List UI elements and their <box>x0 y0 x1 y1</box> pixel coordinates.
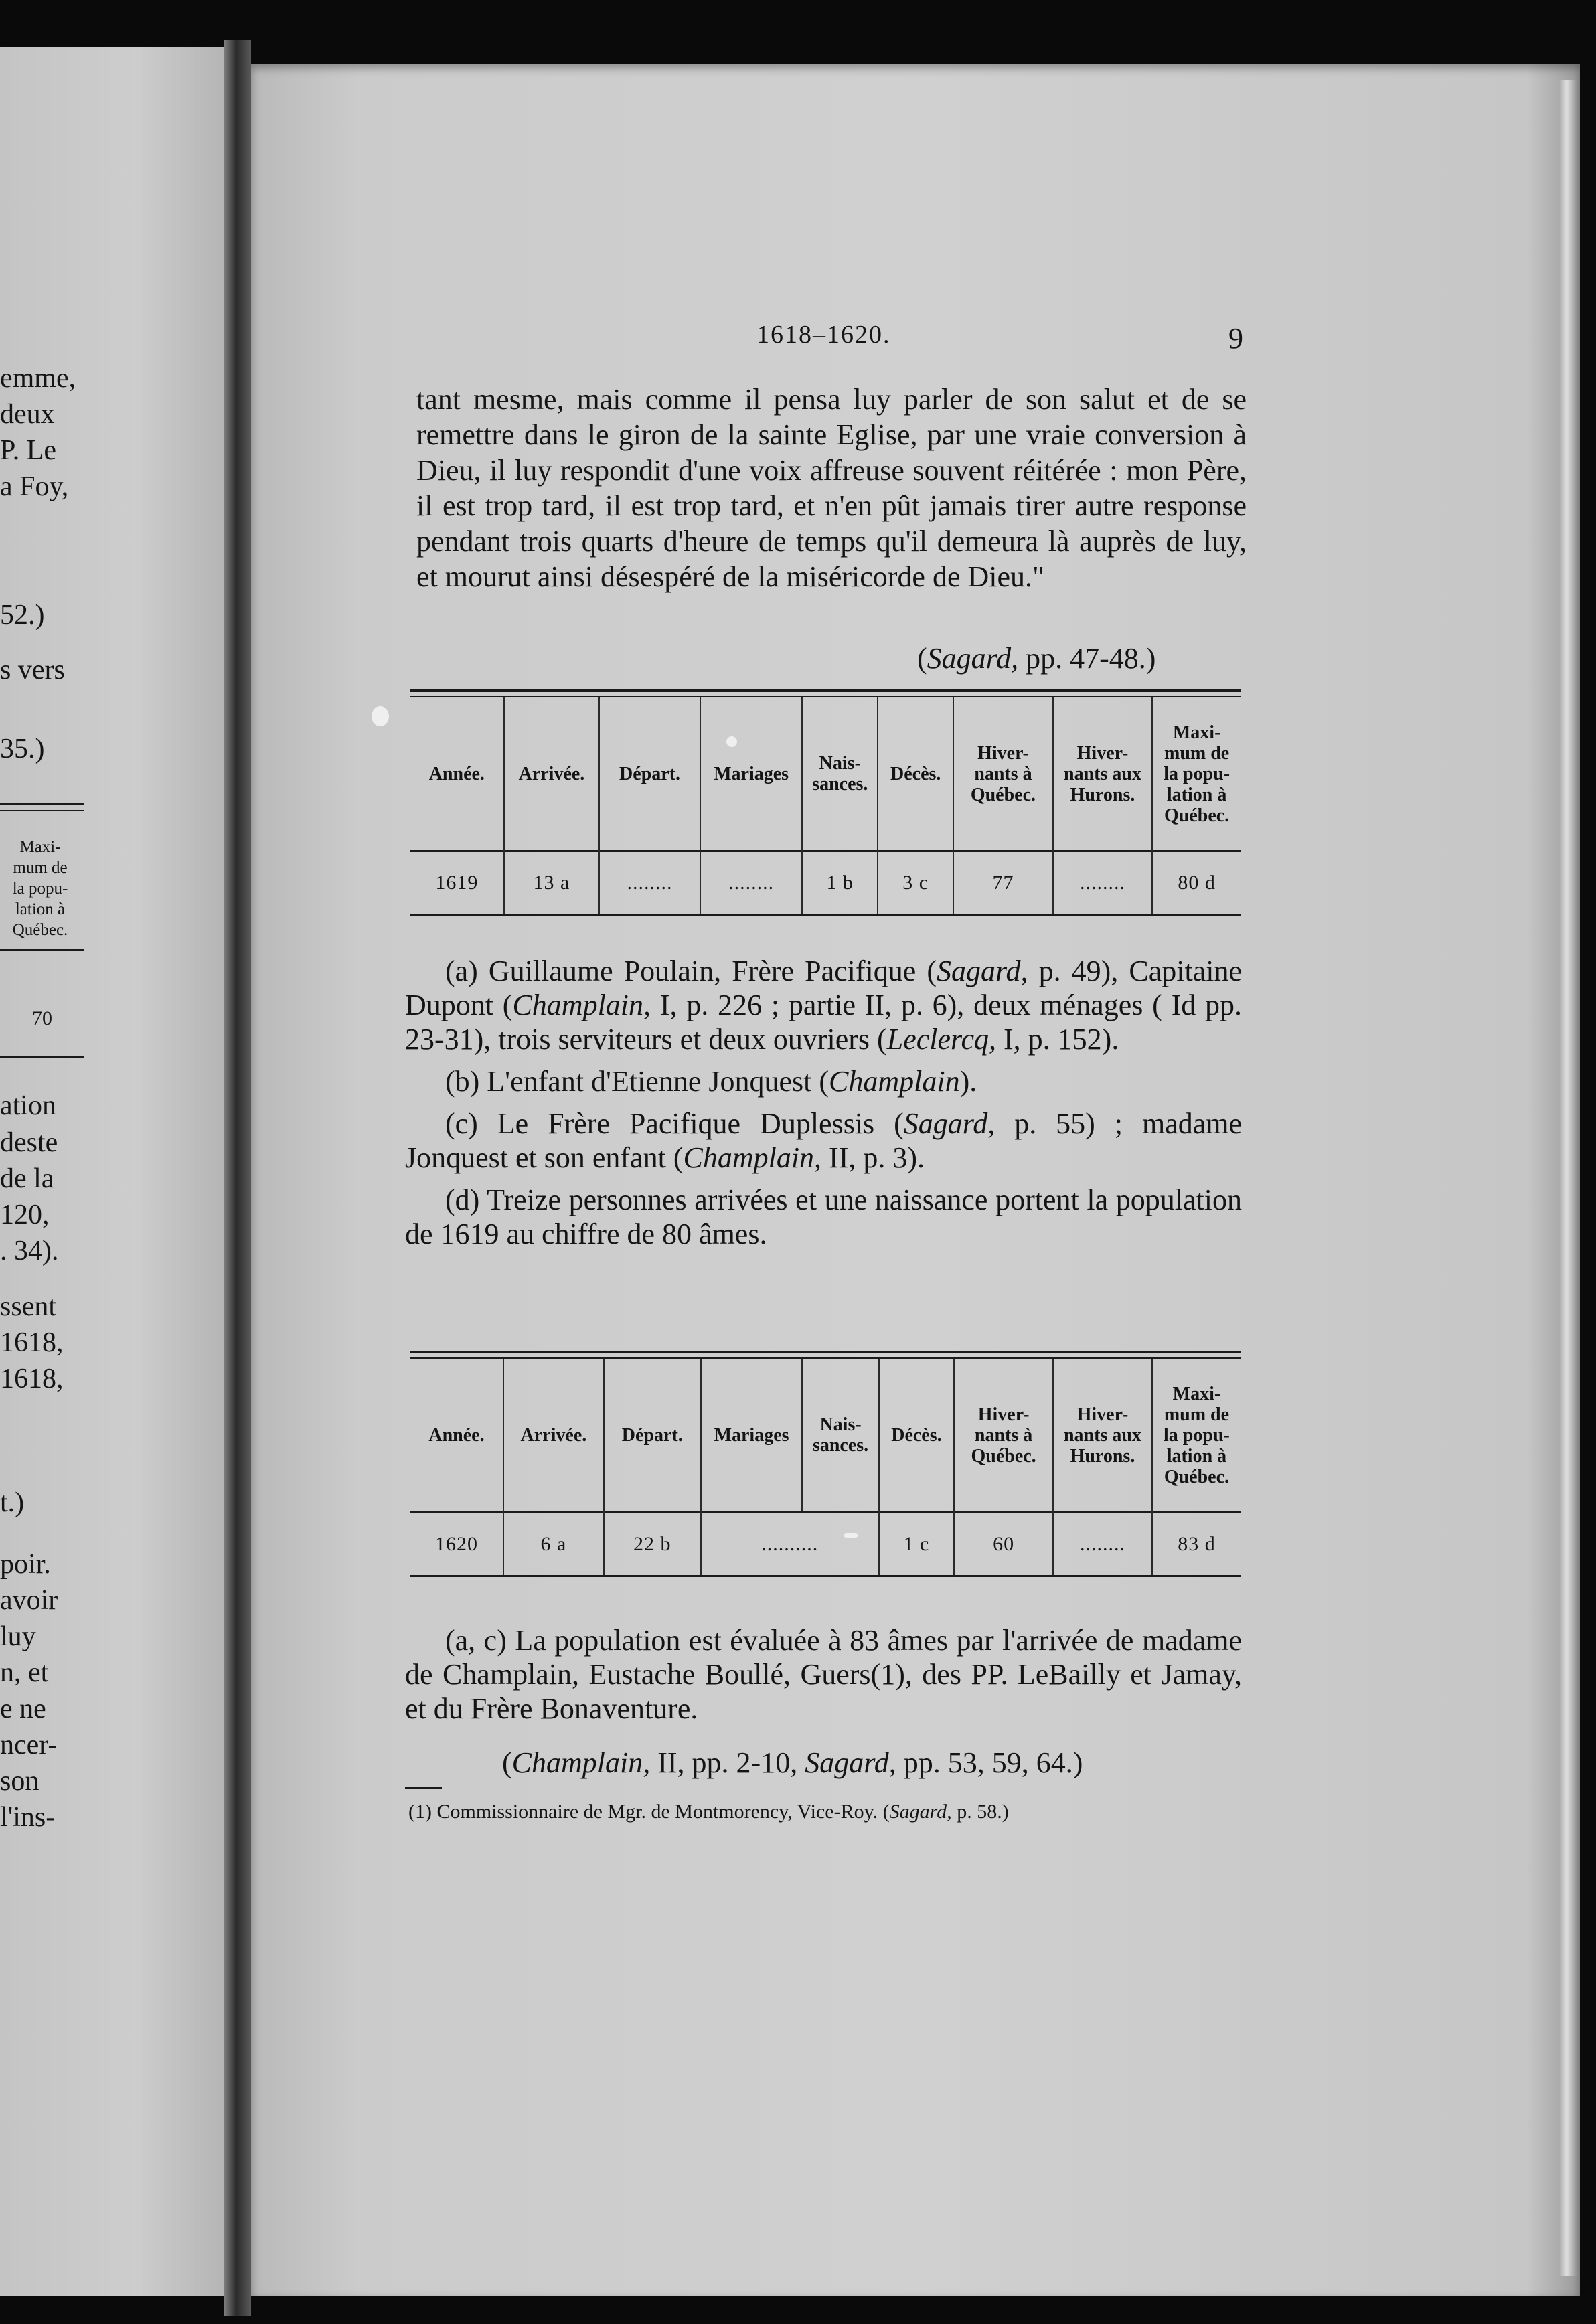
note-b <box>405 1064 1242 1098</box>
left-line: 120, <box>0 1199 50 1230</box>
left-line: poir. <box>0 1549 51 1580</box>
col-mariages <box>701 697 803 914</box>
left-table-rule <box>0 1056 84 1058</box>
table-1619-notes <box>405 954 1242 1259</box>
note-d: (d) Treize personnes arrivées et une naissance portent la population de 1619 au chiffre de 80 âmes. <box>405 1183 1242 1250</box>
header-cell: Arrivée. <box>505 697 599 852</box>
cite-text: II, pp. 2-10, <box>650 1746 805 1779</box>
quotation-text: tant mesme, mais comme il pensa luy parler de son salut et de se remettre dans le giron de la sainte Eglise, par une vraie conversion à Dieu, il luy respondit d'une voix affreuse souvent réitérée : mon Père, il est trop tard, il est trop tard, et n'en pût jamais tirer autre response pendant trois quarts d'heure de temps qu'il demeura là auprès de luy, et mourut ainsi désespéré de la miséricorde de Dieu." <box>416 383 1247 593</box>
left-line: 35.) <box>0 734 45 764</box>
table-1620-notes <box>405 1623 1242 1734</box>
population-table-1619 <box>410 689 1241 916</box>
data-cell: 1 b <box>826 872 854 894</box>
left-line: P. Le <box>0 435 56 466</box>
table-grid <box>410 1359 1241 1575</box>
left-line: . 34). <box>0 1236 59 1266</box>
col-depart <box>600 697 701 914</box>
note-source: Sagard, <box>937 954 1028 987</box>
left-table-rule <box>0 810 84 811</box>
left-line: ssent <box>0 1291 56 1322</box>
left-line: 1618, <box>0 1363 64 1394</box>
header-cell: Décès. <box>880 1359 953 1513</box>
footnote-source: Sagard, <box>889 1801 952 1823</box>
header-pair <box>702 1359 878 1513</box>
left-line: t.) <box>0 1487 25 1518</box>
table-bottom-rule <box>410 1575 1241 1577</box>
header-cell: Nais- sances. <box>812 1414 869 1456</box>
header-cell: Année. <box>410 697 503 852</box>
note-source: Leclercq, <box>886 1023 997 1056</box>
header-cell: Hiver- nants à Québec. <box>954 697 1052 852</box>
note-text: II, p. 3). <box>821 1141 925 1174</box>
cite-source: Champlain, <box>511 1746 651 1779</box>
col-hivernants-hurons <box>1054 1359 1153 1575</box>
col-maximum <box>1153 697 1241 914</box>
citation-pages: pp. 47-48.) <box>1026 642 1156 675</box>
book-gutter <box>224 40 251 2316</box>
left-table-header-line: mum de <box>13 859 68 877</box>
scan-speck <box>372 706 389 726</box>
citation-source: Sagard, <box>927 642 1019 675</box>
col-arrivee <box>504 1359 605 1575</box>
left-line: e ne <box>0 1693 46 1724</box>
data-cell: .......... <box>761 1533 819 1555</box>
data-cell: 83 d <box>1178 1533 1216 1555</box>
footnote <box>408 1801 1009 1823</box>
col-naissances <box>803 697 878 914</box>
col-arrivee <box>505 697 601 914</box>
left-table-header-line: la popu- <box>12 880 68 898</box>
body-paragraph <box>416 382 1247 594</box>
table-grid <box>410 697 1241 914</box>
note-source: Sagard, <box>903 1107 995 1140</box>
col-depart <box>605 1359 702 1575</box>
col-mariages-naissances <box>702 1359 880 1575</box>
col-deces <box>880 1359 955 1575</box>
page-edge <box>1560 80 1577 2276</box>
cite-text: ( <box>502 1746 512 1779</box>
col-hivernants-quebec <box>955 1359 1054 1575</box>
left-table-rule <box>0 949 84 951</box>
data-cell: 77 <box>992 872 1014 894</box>
left-line: avoir <box>0 1585 58 1616</box>
left-table-header <box>0 837 80 940</box>
note-text: (c) Le Frère Pacifique Duplessis ( <box>445 1107 904 1140</box>
population-table-1620 <box>410 1351 1241 1577</box>
left-line: son <box>0 1766 39 1797</box>
data-cell: 13 a <box>533 872 570 894</box>
cite-text: pp. 53, 59, 64.) <box>896 1746 1083 1779</box>
data-cell: 22 b <box>633 1533 671 1555</box>
note-a <box>405 954 1242 1056</box>
left-table-header-line: Maxi- <box>19 838 61 856</box>
header-cell: Nais- sances. <box>803 697 877 852</box>
data-cell: ........ <box>1080 872 1125 894</box>
note-text: ). <box>959 1065 977 1098</box>
left-line: ation <box>0 1090 56 1121</box>
header-cell: Décès. <box>878 697 953 852</box>
data-cell: 1619 <box>435 872 479 894</box>
note-source: Champlain, <box>512 989 651 1021</box>
header-cell: Maxi- mum de la popu- lation à Québec. <box>1153 1359 1241 1513</box>
col-hivernants-hurons <box>1054 697 1153 914</box>
left-line: 52.) <box>0 600 45 631</box>
header-cell: Arrivée. <box>504 1359 603 1513</box>
data-cell: ........ <box>728 872 775 894</box>
left-line: 1618, <box>0 1327 64 1358</box>
left-line: a Foy, <box>0 471 69 502</box>
header-cell: Mariages <box>701 697 802 852</box>
note-text: I, p. 226 ; partie II, p. 6), deux ménages ( Id pp. 23-31), trois serviteurs et deux ouvriers ( <box>405 989 1243 1056</box>
header-cell: Mariages <box>702 1359 803 1511</box>
table-bottom-rule <box>410 914 1241 916</box>
header-cell: Hiver- nants aux Hurons. <box>1054 1359 1151 1513</box>
left-line: n, et <box>0 1657 49 1688</box>
note-c <box>405 1106 1242 1175</box>
footnote-rule <box>405 1787 442 1789</box>
data-cell: 80 d <box>1178 872 1216 894</box>
header-cell: Départ. <box>600 697 700 852</box>
col-hivernants-quebec <box>954 697 1054 914</box>
data-cell: 1 c <box>903 1533 930 1555</box>
scan-speck <box>844 1533 858 1538</box>
col-annee <box>410 697 505 914</box>
left-line: l'ins- <box>0 1802 56 1833</box>
data-cell: 6 a <box>540 1533 567 1555</box>
header-cell: Hiver- nants aux Hurons. <box>1054 697 1152 852</box>
note-text: (b) L'enfant d'Etienne Jonquest ( <box>445 1065 829 1098</box>
table-1620-citation <box>502 1746 1083 1780</box>
col-deces <box>878 697 954 914</box>
col-annee <box>410 1359 504 1575</box>
left-line: luy <box>0 1621 36 1652</box>
header-cell: Maxi- mum de la popu- lation à Québec. <box>1153 697 1241 852</box>
note-text: I, p. 152). <box>996 1023 1119 1056</box>
note-source: Champlain, <box>683 1141 822 1174</box>
left-line: ncer- <box>0 1730 58 1760</box>
left-table-header-line: lation à <box>15 900 66 918</box>
left-table-header-line: Québec. <box>12 921 68 939</box>
data-cell: 1620 <box>434 1533 478 1555</box>
citation: (Sagard, pp. 47-48.) <box>917 642 1156 675</box>
col-maximum <box>1153 1359 1241 1575</box>
data-cell: ........ <box>1079 1533 1125 1555</box>
left-table-rule <box>0 803 84 805</box>
left-line: deux <box>0 399 55 430</box>
header-cell: Départ. <box>605 1359 700 1513</box>
left-line: deste <box>0 1127 58 1158</box>
left-line: emme, <box>0 363 76 394</box>
left-line: de la <box>0 1163 54 1194</box>
left-line: s vers <box>0 655 65 685</box>
table-top-rule <box>410 689 1241 697</box>
scan-speck <box>726 736 737 747</box>
cite-source: Sagard, <box>805 1746 896 1779</box>
note-text: p. 49), Capitaine Dupont ( <box>405 954 1242 1021</box>
footnote-text: p. 58.) <box>951 1801 1009 1823</box>
data-cell: ........ <box>627 872 673 894</box>
header-cell: Hiver- nants à Québec. <box>955 1359 1052 1513</box>
data-cell: 3 c <box>902 872 929 894</box>
note-text: (a) Guillaume Poulain, Frère Pacifique ( <box>445 954 937 987</box>
running-head: 1618–1620. <box>756 321 891 349</box>
data-cell: 60 <box>993 1533 1015 1555</box>
note-a-c: (a, c) La population est évaluée à 83 âmes par l'arrivée de madame de Champlain, Eustache Boullé, Guers(1), des PP. LeBailly et Jamay, et du Frère Bonaventure. <box>405 1624 1242 1725</box>
footnote-text: (1) Commissionnaire de Mgr. de Montmorency, Vice-Roy. ( <box>408 1801 890 1823</box>
left-table-value: 70 <box>32 1007 52 1029</box>
header-cell: Année. <box>410 1359 503 1513</box>
table-top-rule <box>410 1351 1241 1359</box>
page-number: 9 <box>1228 322 1243 355</box>
note-source: Champlain <box>829 1065 960 1098</box>
note-text: p. 55) ; madame Jonquest et son enfant ( <box>405 1107 1243 1174</box>
